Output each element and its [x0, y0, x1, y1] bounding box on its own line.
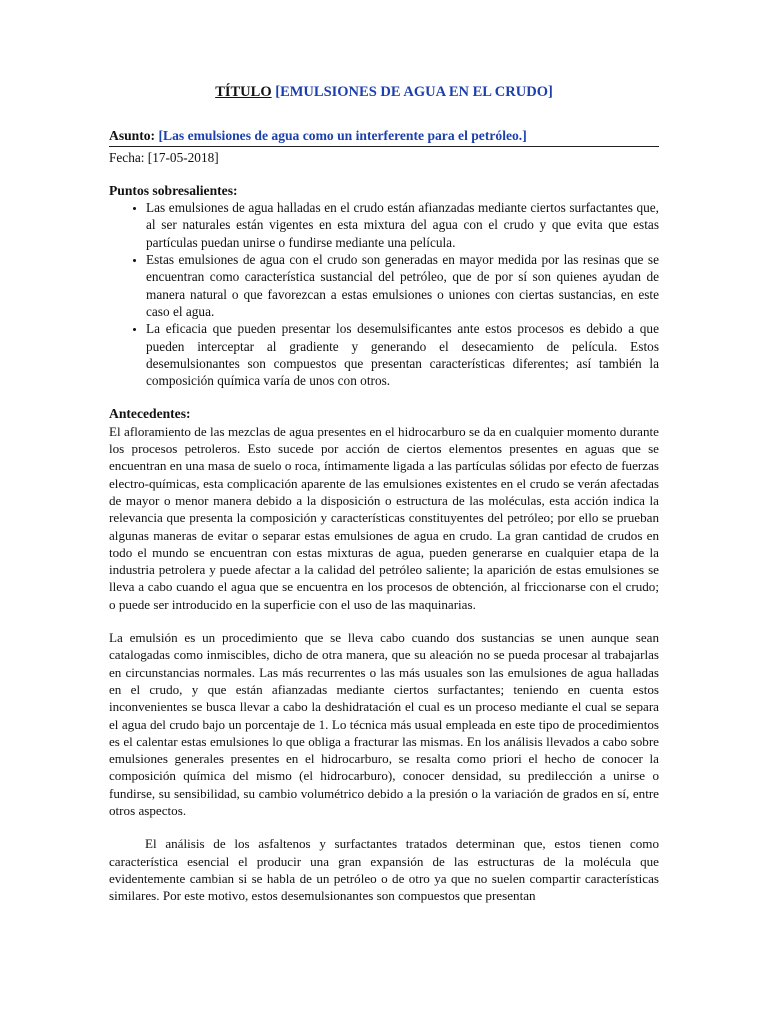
- paragraph: El afloramiento de las mezclas de agua presentes en el hidrocarburo se da en cualquier momento durante los procesos petroleros. Esto sucede por acción de ciertos elementos presentes en aguas que se encuentran en una masa de suelo o roca, íntimamente ligada a las partículas sólidas por efecto de fuerzas electro-químicas, esta complicación aparente de las emulsiones existentes en el crudo se verán afectadas de mayor o menor manera debido a la disposición o estructura de las moléculas, esta acción indica la relevancia que presenta la composición y características constituyentes del petróleo; por ello se prueban algunas maneras de evitar o separar estas emulsiones de agua en crudo. La gran cantidad de crudos en todo el mundo se encuentran con estas mixturas de agua, pueden generarse en cualquier etapa de la industria petrolera y puede afectar a la calidad del petróleo saliente; la aparición de estas emulsiones se lleva a cabo cuando el agua que se encuentra en los procesos de obtención, al friccionarse con el crudo; o puede ser introducido en la superficie con el uso de las maquinarias.: [109, 423, 659, 612]
- subject-value: [Las emulsiones de agua como un interferente para el petróleo.]: [158, 128, 527, 144]
- paragraph: El análisis de los asfaltenos y surfactantes tratados determinan que, estos tienen como característica esencial el producir una gran expansión de las estructuras de la molécula que evidentemente cambian si se habla de un petróleo o de otro ya que no suelen compartir características similares. Por este motivo, estos desemulsionantes son compuestos que presentan: [109, 836, 659, 904]
- title-value: [EMULSIONES DE AGUA EN EL CRUDO]: [275, 84, 553, 100]
- paragraph: La emulsión es un procedimiento que se lleva cabo cuando dos sustancias se unen aunque sean catalogadas como inmiscibles, dicho de otra manera, que su aleación no se pueda procesar al trabajarlas en circunstancias normales. Las más recurrentes o las más usuales son las emulsiones de agua halladas en el crudo, y que están afianzadas mediante ciertos surfactantes; teniendo en cuenta estos inconvenientes se busca llevar a cabo la deshidratación el cual es un proceso mediante el cual se separa el agua del crudo bajo un porcentaje de 1. Lo técnica más usual empleada en este tipo de procedimientos es el calentar estas emulsiones lo que obliga a fracturar las mismas. En los análisis llevados a cabo sobre emulsiones generales presentes en el hidrocarburo, se resalta como priori el hecho de conocer la composición química del mismo (el hidrocarburo), conocer densidad, su predilección a unirse o fundirse, su sensibilidad, su cambio volumétrico debido a la presión o la variación de grados en sí, entre otros aspectos.: [109, 630, 659, 818]
- date-line: Fecha: [17-05-2018]: [109, 149, 219, 165]
- title-label: TÍTULO: [215, 84, 272, 100]
- highlights-list: [109, 199, 659, 389]
- list-item: • Las emulsiones de agua halladas en el crudo están afianzadas mediante ciertos surfactantes que, al ser naturales están vigentes en esta mixtura del agua con el crudo y que evita que estas partículas puedan unirse o fundirse mediante una película.: [146, 199, 659, 251]
- background-heading: Antecedentes:: [109, 406, 191, 422]
- highlights-heading: Puntos sobresalientes:: [109, 182, 238, 198]
- subject-line: [109, 127, 659, 146]
- list-item: • La eficacia que pueden presentar los desemulsificantes ante estos procesos es debido a que pueden interceptar al gradiente y generando el desecamiento de película. Estos desemulsionantes son compuestos que presentan características diferentes; así también la composición química varía de unos con otros.: [146, 320, 659, 389]
- document-body: [109, 84, 659, 904]
- document-title: [109, 84, 659, 101]
- subject-label: Asunto:: [109, 128, 156, 144]
- list-item: • Estas emulsiones de agua con el crudo son generadas en mayor medida por las resinas que se encuentran como característica sustancial del petróleo, que de por sí son quienes ayudan de manera natural o que favorezcan a estas emulsiones o uniones con ciertas sustancias, en este caso el agua.: [146, 251, 659, 320]
